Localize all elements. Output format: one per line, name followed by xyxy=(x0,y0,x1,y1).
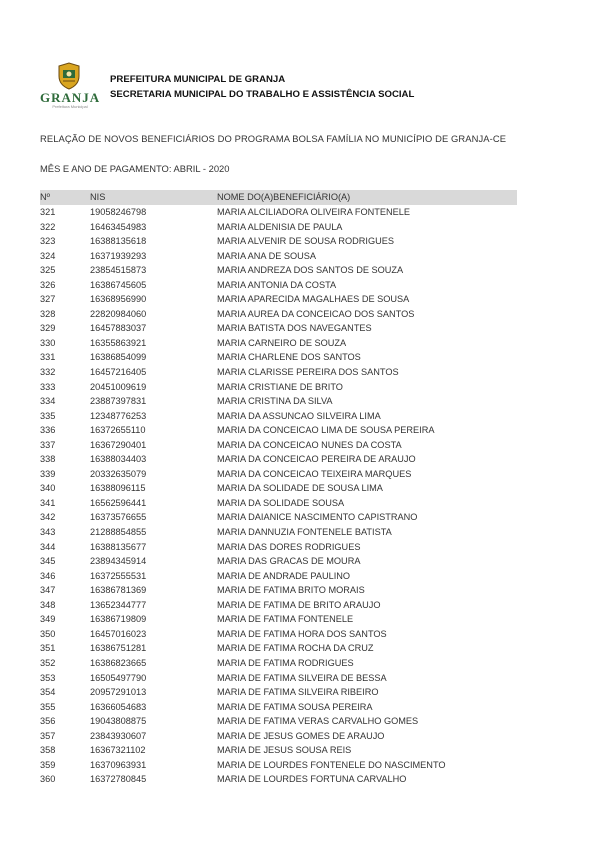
row-nis: 16367290401 xyxy=(90,439,147,450)
row-number: 329 xyxy=(40,323,56,334)
table-row xyxy=(40,729,517,744)
row-beneficiary-name: MARIA CARNEIRO DE SOUZA xyxy=(217,337,347,348)
row-beneficiary-name: MARIA DE ANDRADE PAULINO xyxy=(217,570,351,581)
row-number: 354 xyxy=(40,687,56,698)
row-beneficiary-name: MARIA DE LOURDES FORTUNA CARVALHO xyxy=(217,774,407,785)
table-row xyxy=(40,336,517,351)
table-row xyxy=(40,394,517,409)
table-row xyxy=(40,220,517,235)
table-row xyxy=(40,481,517,496)
row-number: 351 xyxy=(40,643,56,654)
table-row xyxy=(40,656,517,671)
row-number: 326 xyxy=(40,279,56,290)
row-nis: 16457216405 xyxy=(90,367,147,378)
document-header xyxy=(40,60,580,110)
row-number: 355 xyxy=(40,701,56,712)
table-row xyxy=(40,641,517,656)
table-row xyxy=(40,278,517,293)
row-beneficiary-name: MARIA ALVENIR DE SOUSA RODRIGUES xyxy=(217,236,394,247)
row-nis: 13652344777 xyxy=(90,599,147,610)
row-nis: 16386854099 xyxy=(90,352,147,363)
table-row xyxy=(40,685,517,700)
table-row xyxy=(40,365,517,380)
table-row xyxy=(40,307,517,322)
row-number: 338 xyxy=(40,454,56,465)
table-row xyxy=(40,321,517,336)
row-nis: 20451009619 xyxy=(90,381,147,392)
table-row xyxy=(40,409,517,424)
row-number: 321 xyxy=(40,207,56,217)
row-nis: 16372780845 xyxy=(90,774,147,785)
table-row xyxy=(40,569,517,584)
beneficiaries-table-container xyxy=(40,190,517,787)
row-number: 327 xyxy=(40,294,56,305)
table-row xyxy=(40,525,517,540)
table-row xyxy=(40,292,517,307)
table-row xyxy=(40,743,517,758)
row-nis: 16372655110 xyxy=(90,425,146,436)
document-title: RELAÇÃO DE NOVOS BENEFICIÁRIOS DO PROGRAMA BOLSA FAMÍLIA NO MUNICÍPIO DE GRANJA-CE xyxy=(40,133,507,144)
row-nis: 16366054683 xyxy=(90,701,147,712)
row-beneficiary-name: MARIA ALDENISIA DE PAULA xyxy=(217,221,343,232)
row-nis: 16388096115 xyxy=(90,483,146,494)
row-beneficiary-name: MARIA CLARISSE PEREIRA DOS SANTOS xyxy=(217,367,399,378)
beneficiaries-table xyxy=(40,190,517,787)
row-nis: 16505497790 xyxy=(90,672,147,683)
row-nis: 16355863921 xyxy=(90,337,147,348)
row-beneficiary-name: MARIA DAS GRACAS DE MOURA xyxy=(217,556,361,567)
row-nis: 16386751281 xyxy=(90,643,147,654)
row-nis: 16371939293 xyxy=(90,250,147,261)
table-row xyxy=(40,350,517,365)
row-number: 332 xyxy=(40,367,56,378)
row-nis: 20957291013 xyxy=(90,687,147,698)
row-nis: 16386823665 xyxy=(90,657,147,668)
row-nis: 16372555531 xyxy=(90,570,147,581)
row-number: 352 xyxy=(40,657,56,668)
row-number: 337 xyxy=(40,439,56,450)
row-number: 349 xyxy=(40,614,56,625)
row-number: 345 xyxy=(40,556,56,567)
row-number: 325 xyxy=(40,265,56,276)
table-row xyxy=(40,671,517,686)
row-beneficiary-name: MARIA DE FATIMA RODRIGUES xyxy=(217,657,354,668)
row-number: 328 xyxy=(40,308,56,319)
payment-period: MÊS E ANO DE PAGAMENTO: ABRIL - 2020 xyxy=(40,163,230,174)
org-line-1: PREFEITURA MUNICIPAL DE GRANJA xyxy=(110,74,286,85)
row-nis: 21288854855 xyxy=(90,527,147,538)
table-row xyxy=(40,496,517,511)
row-nis: 16386719809 xyxy=(90,614,147,625)
row-number: 346 xyxy=(40,570,56,581)
row-number: 342 xyxy=(40,512,56,523)
table-row xyxy=(40,205,517,220)
table-row xyxy=(40,510,517,525)
row-nis: 23887397831 xyxy=(90,396,147,407)
row-nis: 16370963931 xyxy=(90,759,147,770)
row-beneficiary-name: MARIA DE JESUS GOMES DE ARAUJO xyxy=(217,730,385,741)
row-beneficiary-name: MARIA CHARLENE DOS SANTOS xyxy=(217,352,361,363)
row-number: 330 xyxy=(40,337,56,348)
row-beneficiary-name: MARIA DAIANICE NASCIMENTO CAPISTRANO xyxy=(217,512,418,523)
row-number: 335 xyxy=(40,410,56,421)
table-row xyxy=(40,583,517,598)
row-number: 341 xyxy=(40,497,56,508)
row-beneficiary-name: MARIA DE FATIMA SOUSA PEREIRA xyxy=(217,701,373,712)
row-beneficiary-name: MARIA DA CONCEICAO LIMA DE SOUSA PEREIRA xyxy=(217,425,435,436)
row-beneficiary-name: MARIA CRISTINA DA SILVA xyxy=(217,396,333,407)
row-nis: 16457883037 xyxy=(90,323,147,334)
row-beneficiary-name: MARIA DE FATIMA ROCHA DA CRUZ xyxy=(217,643,374,654)
logo-text: GRANJA xyxy=(40,90,101,105)
row-beneficiary-name: MARIA DE FATIMA BRITO MORAIS xyxy=(217,585,365,596)
row-beneficiary-name: MARIA DA CONCEICAO PEREIRA DE ARAUJO xyxy=(217,454,416,465)
row-beneficiary-name: MARIA ANDREZA DOS SANTOS DE SOUZA xyxy=(217,265,404,276)
row-beneficiary-name: MARIA DE JESUS SOUSA REIS xyxy=(217,745,352,756)
table-row xyxy=(40,598,517,613)
table-row xyxy=(40,452,517,467)
table-row xyxy=(40,423,517,438)
logo-subtitle: Prefeitura Municipal xyxy=(52,104,88,109)
row-number: 336 xyxy=(40,425,56,436)
row-number: 357 xyxy=(40,730,56,741)
row-beneficiary-name: MARIA DE FATIMA VERAS CARVALHO GOMES xyxy=(217,716,419,727)
row-beneficiary-name: MARIA APARECIDA MAGALHAES DE SOUSA xyxy=(217,294,410,305)
table-row xyxy=(40,627,517,642)
row-nis: 16388135677 xyxy=(90,541,147,552)
table-row xyxy=(40,700,517,715)
organization-name xyxy=(110,72,414,102)
crest-icon xyxy=(56,62,82,90)
row-beneficiary-name: MARIA DE FATIMA SILVEIRA DE BESSA xyxy=(217,672,387,683)
row-beneficiary-name: MARIA DE FATIMA SILVEIRA RIBEIRO xyxy=(217,687,379,698)
row-nis: 16386781369 xyxy=(90,585,147,596)
row-number: 358 xyxy=(40,745,56,756)
row-nis: 16373576655 xyxy=(90,512,147,523)
row-nis: 16388034403 xyxy=(90,454,147,465)
table-row xyxy=(40,714,517,729)
table-row xyxy=(40,758,517,773)
row-number: 353 xyxy=(40,672,56,683)
row-number: 339 xyxy=(40,468,56,479)
row-nis: 23854515873 xyxy=(90,265,147,276)
row-number: 343 xyxy=(40,527,56,538)
row-number: 359 xyxy=(40,759,56,770)
column-header-name: NOME DO(A)BENEFICIÁRIO(A) xyxy=(217,190,517,205)
row-number: 360 xyxy=(40,774,56,785)
row-nis: 20332635079 xyxy=(90,468,147,479)
row-nis: 16388135618 xyxy=(90,236,147,247)
row-number: 347 xyxy=(40,585,56,596)
row-nis: 16386745605 xyxy=(90,279,147,290)
org-line-2: SECRETARIA MUNICIPAL DO TRABALHO E ASSISTÊNCIA SOCIAL xyxy=(110,89,415,100)
column-header-number: Nº xyxy=(40,190,90,205)
row-nis: 16368956990 xyxy=(90,294,147,305)
row-number: 356 xyxy=(40,716,56,727)
row-nis: 16562596441 xyxy=(90,497,147,508)
table-row xyxy=(40,380,517,395)
row-beneficiary-name: MARIA DAS DORES RODRIGUES xyxy=(217,541,361,552)
row-beneficiary-name: MARIA DA SOLIDADE DE SOUSA LIMA xyxy=(217,483,383,494)
row-beneficiary-name: MARIA DE FATIMA FONTENELE xyxy=(217,614,354,625)
row-beneficiary-name: MARIA ANA DE SOUSA xyxy=(217,250,317,261)
row-number: 333 xyxy=(40,381,56,392)
table-row xyxy=(40,234,517,249)
row-beneficiary-name: MARIA AUREA DA CONCEICAO DOS SANTOS xyxy=(217,308,415,319)
row-beneficiary-name: MARIA DANNUZIA FONTENELE BATISTA xyxy=(217,527,392,538)
row-nis: 22820984060 xyxy=(90,308,147,319)
table-header-row xyxy=(40,190,517,205)
row-beneficiary-name: MARIA ANTONIA DA COSTA xyxy=(217,279,337,290)
column-header-nis: NIS xyxy=(90,190,217,205)
row-beneficiary-name: MARIA DE FATIMA HORA DOS SANTOS xyxy=(217,628,387,639)
row-beneficiary-name: MARIA DA SOLIDADE SOUSA xyxy=(217,497,345,508)
row-number: 350 xyxy=(40,628,56,639)
table-row xyxy=(40,612,517,627)
table-row xyxy=(40,438,517,453)
row-beneficiary-name: MARIA DA CONCEICAO TEIXEIRA MARQUES xyxy=(217,468,412,479)
row-nis: 23894345914 xyxy=(90,556,147,567)
table-body xyxy=(40,205,517,787)
row-beneficiary-name: MARIA DE FATIMA DE BRITO ARAUJO xyxy=(217,599,381,610)
row-nis: 23843930607 xyxy=(90,730,147,741)
row-beneficiary-name: MARIA DE LOURDES FONTENELE DO NASCIMENTO xyxy=(217,759,446,770)
row-beneficiary-name: MARIA ALCILIADORA OLIVEIRA FONTENELE xyxy=(217,207,410,217)
row-nis: 16463454983 xyxy=(90,221,147,232)
row-beneficiary-name: MARIA BATISTA DOS NAVEGANTES xyxy=(217,323,372,334)
row-beneficiary-name: MARIA DA CONCEICAO NUNES DA COSTA xyxy=(217,439,402,450)
row-number: 324 xyxy=(40,250,56,261)
row-number: 340 xyxy=(40,483,56,494)
row-nis: 19043808875 xyxy=(90,716,147,727)
row-nis: 19058246798 xyxy=(90,207,147,217)
table-row xyxy=(40,249,517,264)
row-number: 331 xyxy=(40,352,56,363)
granja-logo xyxy=(40,60,100,110)
row-nis: 12348776253 xyxy=(90,410,147,421)
table-row xyxy=(40,554,517,569)
row-nis: 16367321102 xyxy=(90,745,146,756)
table-row xyxy=(40,772,517,787)
row-number: 322 xyxy=(40,221,56,232)
table-row xyxy=(40,467,517,482)
table-row xyxy=(40,540,517,555)
row-number: 344 xyxy=(40,541,56,552)
row-number: 348 xyxy=(40,599,56,610)
row-beneficiary-name: MARIA DA ASSUNCAO SILVEIRA LIMA xyxy=(217,410,381,421)
row-number: 334 xyxy=(40,396,56,407)
row-nis: 16457016023 xyxy=(90,628,147,639)
row-number: 323 xyxy=(40,236,56,247)
row-beneficiary-name: MARIA CRISTIANE DE BRITO xyxy=(217,381,343,392)
table-row xyxy=(40,263,517,278)
